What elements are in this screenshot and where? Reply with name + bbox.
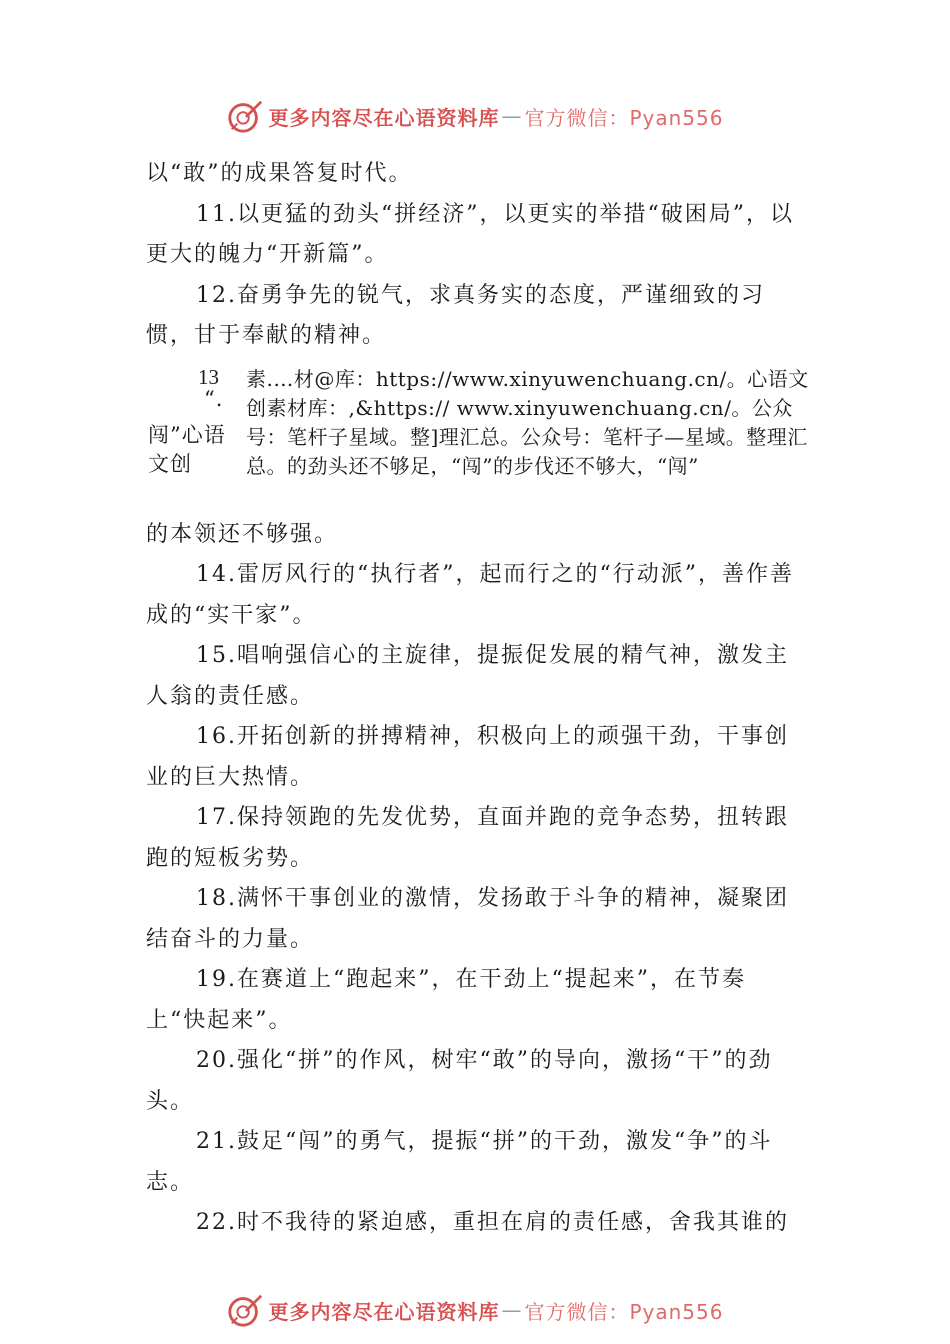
- footer-separator: —: [501, 1298, 523, 1322]
- footer-contact: 官方微信：Pyan556: [524, 1299, 724, 1324]
- paragraph-11: 11.以更猛的劲头“拼经济”，以更实的举措“破困局”，以更大的魄力“开新篇”。: [146, 201, 794, 267]
- document-body: [146, 154, 809, 1244]
- paragraph-13-number: 13: [198, 364, 219, 389]
- header-brand: 更多内容尽在心语资料库: [268, 105, 500, 130]
- header-separator: —: [501, 104, 523, 128]
- pen-circle-logo-icon: [226, 1291, 264, 1329]
- footer-brand: 更多内容尽在心语资料库: [268, 1299, 500, 1324]
- paragraph-18: 18.满怀干事创业的激情，发扬敢于斗争的精神，凝聚团结奋斗的力量。: [146, 886, 789, 952]
- header-contact: 官方微信：Pyan556: [524, 105, 724, 130]
- paragraph-22: 22.时不我待的紧迫感，重担在肩的责任感，舍我其谁的: [196, 1210, 789, 1235]
- page-header: [0, 92, 950, 140]
- paragraph-13-watermark-line-2: www.xinyuwenchuang.cn/。公众号：笔杆子星域。整]理汇总。公众号：笔杆子—星域。整理汇总。的劲头还不够足，“闯”的步伐还不够大，“闯”: [246, 395, 808, 478]
- paragraph-16: 16.开拓创新的拼搏精神，积极向上的顽强干劲，干事创业的巨大热情。: [146, 724, 789, 790]
- paragraph-15: 15.唱响强信心的主旋律，提振促发展的精气神，激发主人翁的责任感。: [146, 643, 789, 709]
- pen-circle-logo-icon: [226, 97, 264, 135]
- paragraph-13-garbled: [146, 357, 809, 515]
- paragraph-21: 21.鼓足“闯”的勇气，提振“拼”的干劲，激发“争”的斗志。: [146, 1129, 773, 1195]
- paragraph-13-watermark-line-1: 素.…材@库：https://www.xinyuwenchuang.cn/。心语文创素材库：,&https://: [246, 366, 809, 420]
- paragraph-20: 20.强化“拼”的作风，树牢“敢”的导向，激扬“干”的劲头。: [146, 1048, 773, 1114]
- paragraph-13-watermark-text: [246, 365, 826, 481]
- paragraph-13-left-column: 闯”心语文创: [148, 422, 226, 476]
- page-footer: [0, 1286, 950, 1334]
- paragraph-13-quote-dot: “.: [204, 386, 224, 411]
- paragraph-continued: 以“敢”的成果答复时代。: [146, 161, 413, 186]
- paragraph-13-end: 的本领还不够强。: [146, 521, 339, 547]
- paragraph-19: 19.在赛道上“跑起来”，在干劲上“提起来”，在节奏上“快起来”。: [146, 967, 746, 1033]
- paragraph-17: 17.保持领跑的先发优势，直面并跑的竞争态势，扭转跟跑的短板劣势。: [146, 805, 789, 871]
- paragraph-12: 12.奋勇争先的锐气，求真务实的态度，严谨细致的习惯，甘于奉献的精神。: [146, 282, 765, 348]
- paragraph-14: 14.雷厉风行的“执行者”，起而行之的“行动派”，善作善成的“实干家”。: [146, 562, 794, 628]
